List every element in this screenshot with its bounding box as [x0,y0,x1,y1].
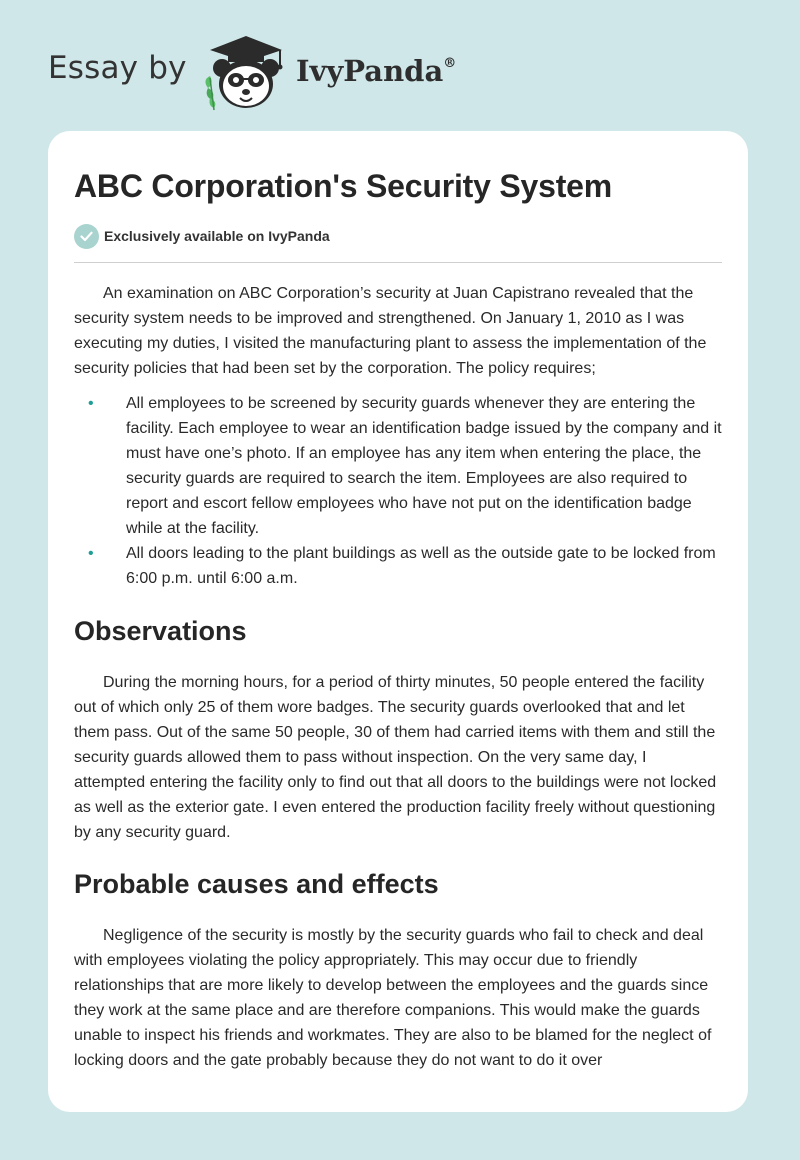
essay-by-label: Essay by [48,50,187,86]
exclusive-badge [74,223,722,249]
observations-paragraph: During the morning hours, for a period of thirty minutes, 50 people entered the facility out of which only 25 of them wore badges. The security guards overlooked that and let them pass. Out of the same 50 people, 30 of them had carried items with them and still the security guards allowed them to pass without inspection. On the very same day, I attempted entering the facility only to find out that all doors to the buildings were not locked as well as the exterior gate. I even entered the production facility freely without questioning by any security guard. [74,674,717,841]
site-header [0,0,800,130]
title-divider [74,262,722,263]
brand-text: IvyPanda [296,54,444,88]
checkmark-icon [74,224,99,249]
registered-mark: ® [443,56,457,71]
list-item [74,391,722,541]
section-heading-causes: Probable causes and effects [74,869,439,899]
section-heading-observations: Observations [74,616,247,646]
bullet-icon: • [88,545,94,562]
list-item-text: All doors leading to the plant buildings as well as the outside gate to be locked from 6:00 p.m. until 6:00 a.m. [126,545,716,587]
policy-list [74,391,722,591]
intro-paragraph: An examination on ABC Corporation’s security at Juan Capistrano revealed that the security system needs to be improved and strengthened. On January 1, 2010 as I was executing my duties, I visited the manufacturing plant to assess the implementation of the security policies that had been set by the corporation. The policy requires; [74,285,707,377]
brand-name[interactable] [296,54,456,88]
ivypanda-logo-icon[interactable] [200,32,292,112]
exclusive-label: Exclusively available on IvyPanda [104,228,330,244]
list-item [74,541,722,591]
essay-title: ABC Corporation's Security System [74,168,613,204]
causes-paragraph: Negligence of the security is mostly by the security guards who fail to check and deal with employees violating the policy appropriately. This may occur due to friendly relationships that are more likely to develop between the employees and the guards since they work at the same place and are therefore companions. This would make the guards unable to inspect his friends and workmates. They are also to be blamed for the neglect of locking doors and the gate probably because they do not want to do it over [74,927,712,1069]
list-item-text: All employees to be screened by security guards whenever they are entering the facility. Each employee to wear an identification badge issued by the company and it must have one’s photo. If an employee has any item when entering the place, the security guards are required to search the item. Employees are also required to report and escort fellow employees who have not put on the identification badge while at the facility. [126,395,722,537]
bullet-icon: • [88,395,94,412]
essay-card [48,131,748,1112]
